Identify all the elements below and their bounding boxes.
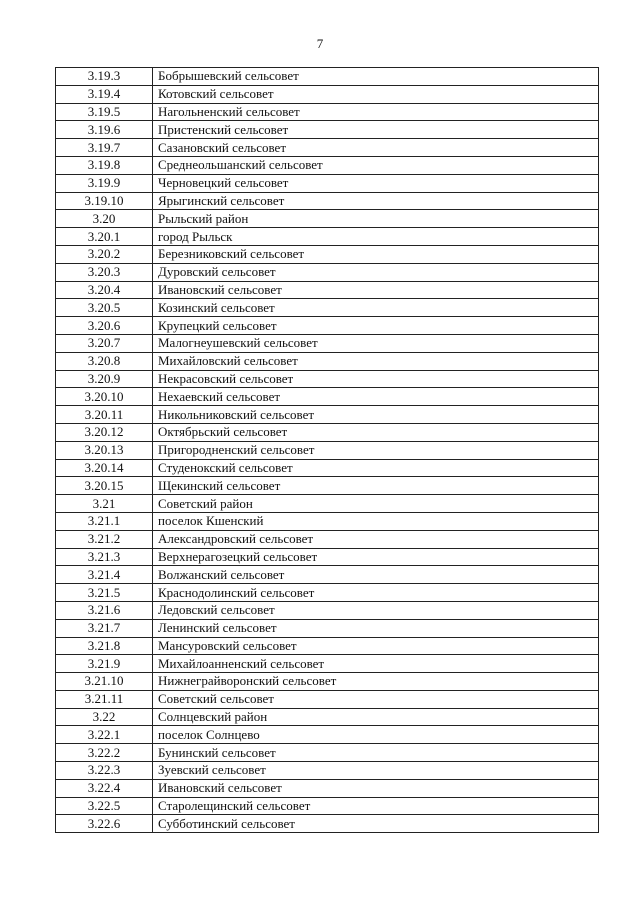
table-row [56, 281, 599, 299]
row-name: Малогнеушевский сельсовет [153, 334, 599, 352]
row-name: Березниковский сельсовет [153, 245, 599, 263]
row-code: 3.21.5 [56, 584, 153, 602]
row-name: Крупецкий сельсовет [153, 317, 599, 335]
row-code: 3.21.3 [56, 548, 153, 566]
row-name: Ленинский сельсовет [153, 619, 599, 637]
table-row [56, 779, 599, 797]
row-code: 3.20.4 [56, 281, 153, 299]
table-row [56, 584, 599, 602]
table-row [56, 406, 599, 424]
table-row [56, 726, 599, 744]
row-code: 3.20.14 [56, 459, 153, 477]
row-code: 3.21.2 [56, 530, 153, 548]
row-code: 3.20.2 [56, 245, 153, 263]
table-row [56, 85, 599, 103]
row-name: Волжанский сельсовет [153, 566, 599, 584]
row-name: поселок Кшенский [153, 512, 599, 530]
table-row [56, 815, 599, 833]
row-code: 3.19.6 [56, 121, 153, 139]
row-code: 3.20.9 [56, 370, 153, 388]
row-code: 3.19.7 [56, 139, 153, 157]
row-name: Советский район [153, 495, 599, 513]
row-code: 3.21.8 [56, 637, 153, 655]
table-row [56, 352, 599, 370]
row-code: 3.22.5 [56, 797, 153, 815]
row-code: 3.22 [56, 708, 153, 726]
row-code: 3.20.13 [56, 441, 153, 459]
table-row [56, 139, 599, 157]
row-code: 3.22.4 [56, 779, 153, 797]
row-code: 3.19.10 [56, 192, 153, 210]
table-row [56, 655, 599, 673]
row-name: Нагольненский сельсовет [153, 103, 599, 121]
row-name: Мансуровский сельсовет [153, 637, 599, 655]
row-name: Краснодолинский сельсовет [153, 584, 599, 602]
row-code: 3.21.11 [56, 690, 153, 708]
row-name: Рыльский район [153, 210, 599, 228]
row-name: Михайлоанненский сельсовет [153, 655, 599, 673]
row-code: 3.20.12 [56, 423, 153, 441]
row-name: Сазановский сельсовет [153, 139, 599, 157]
table-row [56, 548, 599, 566]
row-name: Бобрышевский сельсовет [153, 68, 599, 86]
table-row [56, 637, 599, 655]
row-code: 3.20.1 [56, 228, 153, 246]
row-code: 3.19.3 [56, 68, 153, 86]
row-name: Щекинский сельсовет [153, 477, 599, 495]
row-code: 3.20.7 [56, 334, 153, 352]
row-name: город Рыльск [153, 228, 599, 246]
table-row [56, 370, 599, 388]
table-row [56, 68, 599, 86]
table-row [56, 441, 599, 459]
row-name: Пригородненский сельсовет [153, 441, 599, 459]
row-name: Старолещинский сельсовет [153, 797, 599, 815]
row-code: 3.22.6 [56, 815, 153, 833]
row-name: Никольниковский сельсовет [153, 406, 599, 424]
table-row [56, 619, 599, 637]
table-row [56, 103, 599, 121]
table-row [56, 690, 599, 708]
row-name: Ивановский сельсовет [153, 779, 599, 797]
row-code: 3.22.1 [56, 726, 153, 744]
row-code: 3.20.11 [56, 406, 153, 424]
row-code: 3.21.1 [56, 512, 153, 530]
row-name: Солнцевский район [153, 708, 599, 726]
row-name: Верхнерагозецкий сельсовет [153, 548, 599, 566]
table-row [56, 228, 599, 246]
row-code: 3.19.4 [56, 85, 153, 103]
row-name: Ледовский сельсовет [153, 601, 599, 619]
table-row [56, 121, 599, 139]
row-name: Студенокский сельсовет [153, 459, 599, 477]
row-name: Нехаевский сельсовет [153, 388, 599, 406]
table-row [56, 192, 599, 210]
table-row [56, 388, 599, 406]
table-row [56, 459, 599, 477]
table-row [56, 263, 599, 281]
table-row [56, 512, 599, 530]
table-row [56, 299, 599, 317]
page-number: 7 [316, 36, 324, 51]
table-row [56, 530, 599, 548]
row-code: 3.21.7 [56, 619, 153, 637]
table-row [56, 477, 599, 495]
row-code: 3.19.9 [56, 174, 153, 192]
table-row [56, 708, 599, 726]
row-name: Михайловский сельсовет [153, 352, 599, 370]
row-name: Козинский сельсовет [153, 299, 599, 317]
table-row [56, 423, 599, 441]
row-code: 3.21.6 [56, 601, 153, 619]
table-row [56, 317, 599, 335]
row-code: 3.20.5 [56, 299, 153, 317]
row-name: Зуевский сельсовет [153, 762, 599, 780]
row-name: Нижнеграйворонский сельсовет [153, 673, 599, 691]
row-name: Октябрьский сельсовет [153, 423, 599, 441]
row-code: 3.20.15 [56, 477, 153, 495]
row-code: 3.21.4 [56, 566, 153, 584]
table-row [56, 601, 599, 619]
table-row [56, 156, 599, 174]
row-code: 3.20.6 [56, 317, 153, 335]
table-row [56, 566, 599, 584]
table-row [56, 762, 599, 780]
row-name: Среднеольшанский сельсовет [153, 156, 599, 174]
row-code: 3.21.10 [56, 673, 153, 691]
row-name: Ярыгинский сельсовет [153, 192, 599, 210]
row-name: Котовский сельсовет [153, 85, 599, 103]
table-row [56, 210, 599, 228]
row-name: Субботинский сельсовет [153, 815, 599, 833]
table-row [56, 245, 599, 263]
row-code: 3.20.10 [56, 388, 153, 406]
row-name: Черновецкий сельсовет [153, 174, 599, 192]
table-body [56, 68, 599, 833]
table-row [56, 495, 599, 513]
row-code: 3.21 [56, 495, 153, 513]
row-code: 3.19.8 [56, 156, 153, 174]
row-code: 3.19.5 [56, 103, 153, 121]
table-row [56, 334, 599, 352]
row-name: Пристенский сельсовет [153, 121, 599, 139]
table-row [56, 673, 599, 691]
row-code: 3.20.3 [56, 263, 153, 281]
table-row [56, 174, 599, 192]
row-code: 3.21.9 [56, 655, 153, 673]
row-name: Некрасовский сельсовет [153, 370, 599, 388]
row-name: поселок Солнцево [153, 726, 599, 744]
row-name: Советский сельсовет [153, 690, 599, 708]
row-name: Бунинский сельсовет [153, 744, 599, 762]
row-code: 3.22.3 [56, 762, 153, 780]
table-row [56, 744, 599, 762]
row-code: 3.20 [56, 210, 153, 228]
row-name: Александровский сельсовет [153, 530, 599, 548]
row-code: 3.20.8 [56, 352, 153, 370]
row-name: Ивановский сельсовет [153, 281, 599, 299]
row-name: Дуровский сельсовет [153, 263, 599, 281]
table-row [56, 797, 599, 815]
municipality-table [55, 67, 599, 833]
row-code: 3.22.2 [56, 744, 153, 762]
